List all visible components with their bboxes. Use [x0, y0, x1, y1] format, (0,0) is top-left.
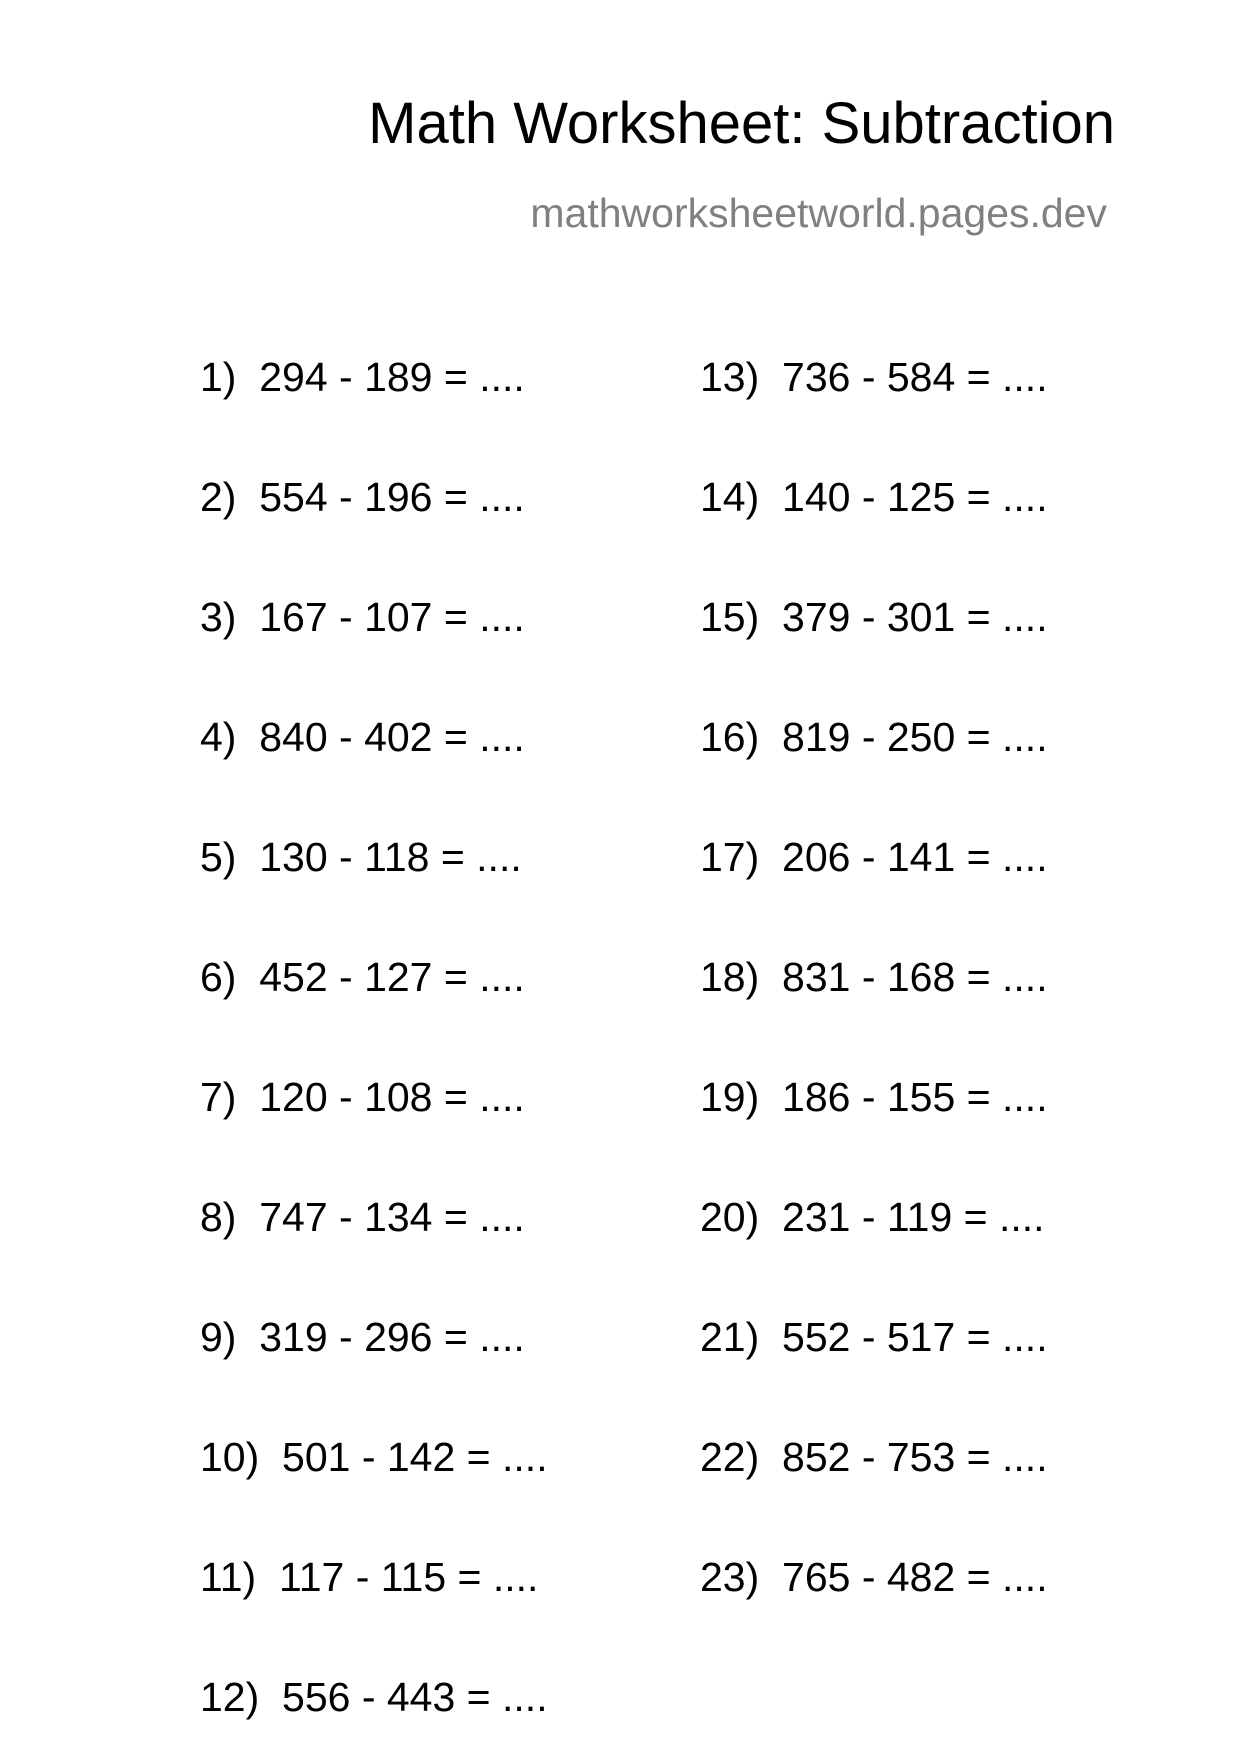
- problem-22: 22) 852 - 753 = ....: [700, 1434, 1048, 1480]
- problem-12: 12) 556 - 443 = ....: [200, 1674, 548, 1720]
- problem-21: 21) 552 - 517 = ....: [700, 1314, 1048, 1360]
- problem-17: 17) 206 - 141 = ....: [700, 834, 1048, 880]
- problem-14: 14) 140 - 125 = ....: [700, 474, 1048, 520]
- problem-8: 8) 747 - 134 = ....: [200, 1194, 525, 1240]
- problem-1: 1) 294 - 189 = ....: [200, 354, 525, 400]
- problem-4: 4) 840 - 402 = ....: [200, 714, 525, 760]
- problem-6: 6) 452 - 127 = ....: [200, 954, 525, 1000]
- problem-13: 13) 736 - 584 = ....: [700, 354, 1048, 400]
- problem-10: 10) 501 - 142 = ....: [200, 1434, 548, 1480]
- problem-23: 23) 765 - 482 = ....: [700, 1554, 1048, 1600]
- problem-2: 2) 554 - 196 = ....: [200, 474, 525, 520]
- problem-16: 16) 819 - 250 = ....: [700, 714, 1048, 760]
- problem-19: 19) 186 - 155 = ....: [700, 1074, 1048, 1120]
- problem-5: 5) 130 - 118 = ....: [200, 834, 522, 880]
- site-url: mathworksheetworld.pages.dev: [530, 190, 1107, 236]
- problem-18: 18) 831 - 168 = ....: [700, 954, 1048, 1000]
- page-title: Math Worksheet: Subtraction: [368, 91, 1115, 156]
- problem-3: 3) 167 - 107 = ....: [200, 594, 525, 640]
- problem-7: 7) 120 - 108 = ....: [200, 1074, 525, 1120]
- problem-15: 15) 379 - 301 = ....: [700, 594, 1048, 640]
- worksheet-header: [368, 91, 1115, 236]
- problem-11: 11) 117 - 115 = ....: [200, 1554, 539, 1600]
- problem-20: 20) 231 - 119 = ....: [700, 1194, 1045, 1240]
- problem-9: 9) 319 - 296 = ....: [200, 1314, 525, 1360]
